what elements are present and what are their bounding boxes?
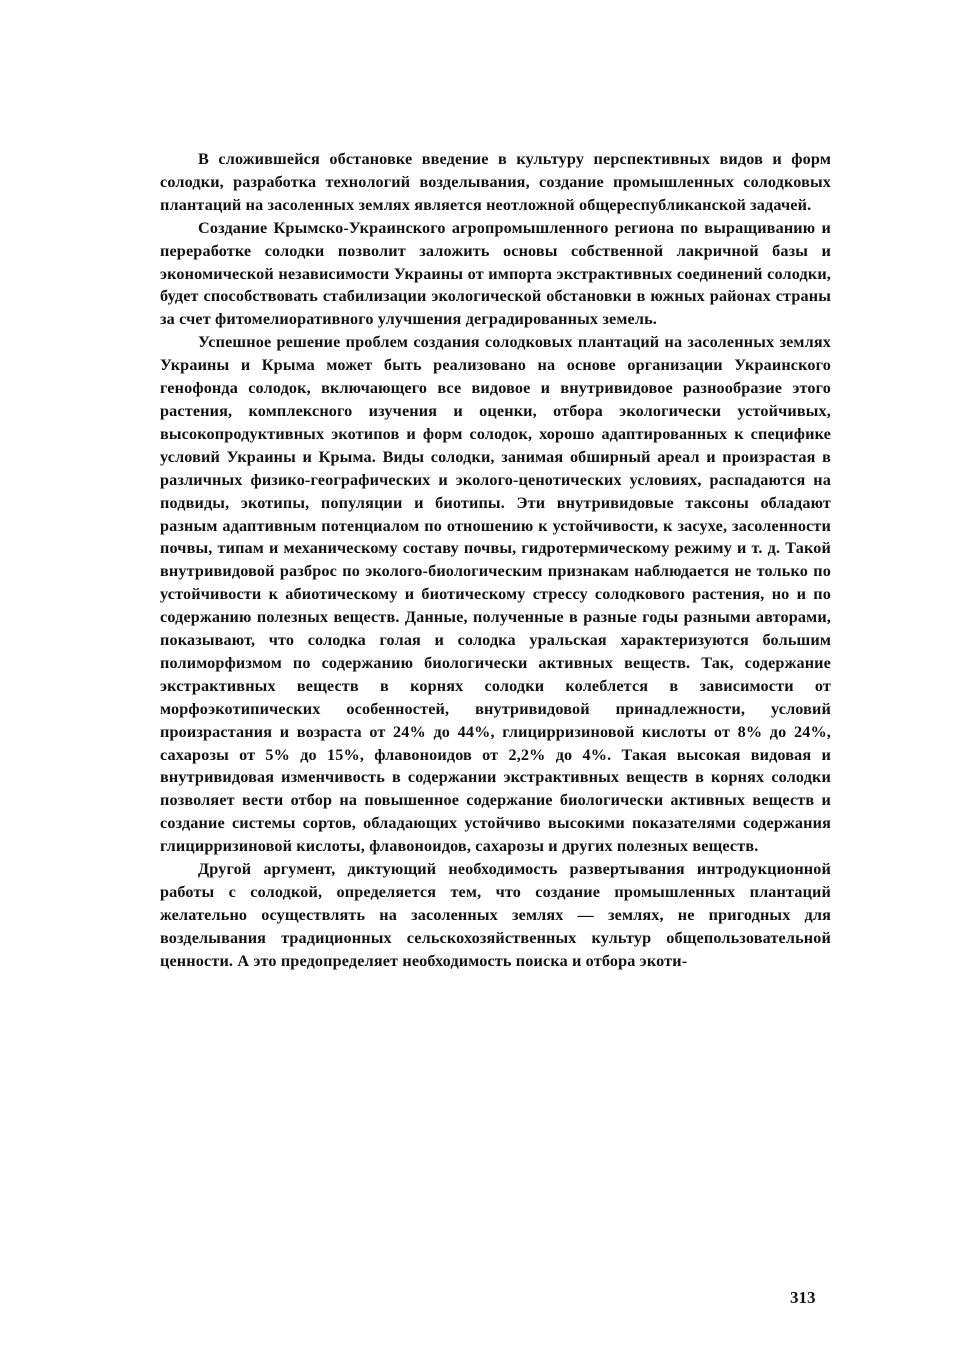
page-number: 313 (790, 1288, 816, 1307)
paragraph: Другой аргумент, диктующий необходимость развертывания интродукционной работы с солодкой, определяется тем, что создание промышленных плантаций желательно осуществлять на засоленных землях — землях, не пригодных для возделывания традиционных сельскохозяйственных культур общепользовательной ценности. А это предопределяет необходимость поиска и отбора экоти- (160, 860, 831, 970)
paragraph: Успешное решение проблем создания солодковых плантаций на засоленных землях Украины и Крыма может быть реализовано на основе организации Украинского генофонда солодок, включающего все видовое и внутривидовое разнообразие этого растения, комплексного изучения и оценки, отбора экологически устойчивых, высокопродуктивных экотипов и форм солодок, хорошо адаптированных к специфике условий Украины и Крыма. Виды солодки, занимая обширный ареал и произрастая в различных физико-географических и эколого-ценотических условиях, распадаются на подвиды, экотипы, популяции и биотипы. Эти внутривидовые таксоны обладают разным адаптивным потенциалом по отношению к устойчивости, к засухе, засоленности почвы, типам и механическому составу почвы, гидротермическому режиму и т. д. Такой внутривидовой разброс по эколого-биологическим признакам наблюдается не только по устойчивости к абиотическому и биотическому стрессу солодкового растения, но и по содержанию полезных веществ. Данные, полученные в разные годы разными авторами, показывают, что солодка голая и солодка уральская характеризуются большим полиморфизмом по содержанию биологически активных веществ. Так, содержание экстрактивных веществ в корнях солодки колеблется в зависимости от морфоэкотипических особенностей, внутривидовой принадлежности, условий произрастания и возраста от 24% до 44%, глицирризиновой кислоты от 8% до 24%, сахарозы от 5% до 15%, флавоноидов от 2,2% до 4%. Такая высокая видовая и внутривидовая изменчивость в содержании экстрактивных веществ в корнях солодки позволяет вести отбор на повышенное содержание биологически активных веществ и создание системы сортов, обладающих устойчиво высокими показателями содержания глицирризиновой кислоты, флавоноидов, сахарозы и других полезных веществ. (160, 333, 831, 856)
paragraph: Создание Крымско-Украинского агропромышленного региона по выращиванию и переработке солодки позволит заложить основы собственной лакричной базы и экономической независимости Украины от импорта экстрактивных соединений солодки, будет способствовать стабилизации экологической обстановки в южных районах страны за счет фитомелиоративного улучшения деградированных земель. (160, 218, 831, 329)
paragraph: В сложившейся обстановке введение в культуру перспективных видов и форм солодки, разработка технологий возделывания, создание промышленных солодковых плантаций на засоленных землях является неотложной общереспубликанской задачей. (160, 150, 831, 214)
body-text (160, 148, 831, 973)
